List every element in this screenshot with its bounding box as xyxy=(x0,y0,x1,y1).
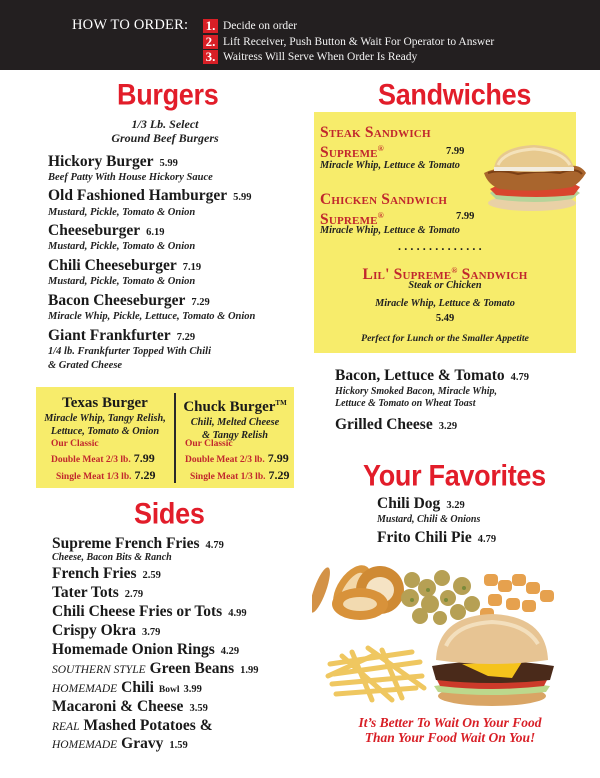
option-label: Single Meat 1/3 lb. xyxy=(56,472,132,482)
how-to-order-banner xyxy=(0,0,600,70)
slogan-line: It’s Better To Wait On Your Food xyxy=(358,715,542,730)
menu-item-crispy-okra[interactable] xyxy=(52,622,160,640)
item-name: Cheeseburger xyxy=(48,222,141,239)
item-price: 1.99 xyxy=(240,665,259,676)
option-label: Double Meat 2/3 lb. xyxy=(185,455,265,465)
item-description: Mustard, Pickle, Tomato & Onion xyxy=(48,207,196,218)
option-price: 7.29 xyxy=(268,468,290,482)
item-name: Tater Tots xyxy=(52,584,119,601)
how-to-order-label: HOW TO ORDER: xyxy=(72,17,189,33)
item-price: 4.99 xyxy=(228,608,247,619)
option-price: 7.99 xyxy=(267,451,289,465)
item-prefix: HOMEMADE xyxy=(52,739,118,751)
menu-item-chili[interactable] xyxy=(52,679,202,697)
menu-item-chili-cheese-fries[interactable] xyxy=(52,603,247,621)
step-text: Waitress Will Serve When Order Is Ready xyxy=(223,51,418,63)
item-description: Mustard, Pickle, Tomato & Onion xyxy=(48,241,196,252)
item-price: 1.59 xyxy=(169,740,188,751)
item-name: Hickory Burger xyxy=(48,153,154,170)
item-price: 7.99 xyxy=(456,211,475,222)
menu-item-blt[interactable] xyxy=(335,367,529,385)
slogan xyxy=(330,715,570,745)
item-name: Frito Chili Pie xyxy=(377,529,472,546)
item-price: 4.79 xyxy=(205,540,224,551)
menu-item-gravy[interactable] xyxy=(52,735,188,753)
item-price: 3.79 xyxy=(141,627,161,638)
menu-item-texas-burger[interactable] xyxy=(36,387,174,438)
item-name: Sandwich xyxy=(461,266,528,284)
item-name: Giant Frankfurter xyxy=(48,327,171,344)
item-name: Chili Cheese Fries or Tots xyxy=(52,603,223,620)
item-description: Lettuce, Tomato & Onion xyxy=(50,426,160,437)
item-description: Hickory Smoked Bacon, Miracle Whip, xyxy=(335,386,498,397)
item-tagline: Perfect for Lunch or the Smaller Appetite xyxy=(361,333,529,344)
menu-item-steak-sandwich[interactable] xyxy=(320,125,431,161)
item-description: Mustard, Pickle, Tomato & Onion xyxy=(48,276,196,287)
item-description: Mustard, Chili & Onions xyxy=(377,514,481,525)
item-name: Texas Burger xyxy=(62,395,148,411)
item-price: 3.99 xyxy=(183,684,202,695)
single-meat-option[interactable] xyxy=(56,468,155,483)
menu-item-chili-dog[interactable] xyxy=(377,495,465,513)
menu-item-french-fries[interactable] xyxy=(52,565,161,583)
item-name: Gravy xyxy=(121,735,164,752)
option-label: Double Meat 2/3 lb. xyxy=(51,455,131,465)
item-name: Chili Dog xyxy=(377,495,441,512)
slogan-line: Than Your Food Wait On You! xyxy=(364,730,536,745)
step-number: 2. xyxy=(203,35,218,49)
item-name: Chuck Burger xyxy=(183,399,276,415)
item-name: Green Beans xyxy=(149,660,235,677)
classic-label: Our Classic xyxy=(185,439,233,449)
item-name: Lil' Supreme xyxy=(362,266,452,284)
item-price: 7.19 xyxy=(182,262,202,273)
registered-mark: ® xyxy=(451,266,458,275)
step-text: Decide on order xyxy=(223,20,298,32)
item-description: Lettuce & Tomato on Wheat Toast xyxy=(335,398,476,409)
double-meat-option[interactable] xyxy=(51,451,155,466)
menu-item-chuck-burger[interactable] xyxy=(176,387,294,442)
item-name: Homemade Onion Rings xyxy=(52,641,215,658)
item-name: Mashed Potatoes & xyxy=(83,717,213,734)
menu-item-frito-chili-pie[interactable] xyxy=(377,529,496,547)
option-price: 7.99 xyxy=(133,451,155,465)
order-step-2 xyxy=(203,35,494,49)
item-prefix: HOMEMADE xyxy=(52,683,118,695)
item-prefix: SOUTHERN STYLE xyxy=(52,664,146,676)
item-name: Macaroni & Cheese xyxy=(52,698,184,715)
item-description: & Grated Cheese xyxy=(48,360,123,371)
item-price: 7.99 xyxy=(446,146,465,157)
subtitle-line: 1/3 Lb. Select xyxy=(131,117,199,131)
option-label: Single Meat 1/3 lb. xyxy=(190,472,266,482)
menu-item-grilled-cheese[interactable] xyxy=(335,416,457,434)
sides-title: Sides xyxy=(134,497,205,531)
item-price: 3.29 xyxy=(446,500,465,511)
order-step-1 xyxy=(203,19,297,33)
item-price: 3.59 xyxy=(189,703,208,714)
dotted-separator: .............. xyxy=(398,239,485,253)
menu-item-cheeseburger[interactable] xyxy=(48,222,165,240)
option-price: 7.29 xyxy=(134,468,156,482)
item-description: Miracle Whip, Lettuce & Tomato xyxy=(320,160,460,171)
item-name: Supreme French Fries xyxy=(52,535,200,552)
subtitle-line: Ground Beef Burgers xyxy=(111,131,219,145)
item-option: Steak or Chicken xyxy=(408,280,482,291)
sandwiches-title: Sandwiches xyxy=(378,78,532,112)
item-name: Chili xyxy=(121,679,154,696)
item-price: 5.49 xyxy=(435,313,455,324)
item-description: Beef Patty With House Hickory Sauce xyxy=(48,172,213,183)
menu-item-mashed-potatoes[interactable] xyxy=(52,717,213,735)
item-description: Miracle Whip, Lettuce & Tomato xyxy=(375,298,515,309)
specials-box xyxy=(36,387,294,488)
classic-label: Our Classic xyxy=(51,439,99,449)
item-name: Chili Cheeseburger xyxy=(48,257,177,274)
item-price: 2.59 xyxy=(142,570,161,581)
single-meat-option[interactable] xyxy=(190,468,289,483)
item-name: Bacon Cheeseburger xyxy=(48,292,186,309)
item-price: 7.29 xyxy=(191,297,210,308)
menu-item-green-beans[interactable] xyxy=(52,660,259,678)
favorites-title: Your Favorites xyxy=(363,459,546,493)
item-name: Bacon, Lettuce & Tomato xyxy=(335,367,505,384)
burgers-title: Burgers xyxy=(117,78,219,112)
item-name: Old Fashioned Hamburger xyxy=(48,187,228,204)
step-text: Lift Receiver, Push Button & Wait For Operator to Answer xyxy=(223,36,495,48)
food-collage-image xyxy=(312,560,572,710)
burgers-subtitle xyxy=(60,117,270,145)
item-unit: Bowl xyxy=(158,685,180,695)
menu-item-bacon-cheeseburger[interactable] xyxy=(48,292,210,310)
trademark-mark: TM xyxy=(275,399,287,407)
item-name: French Fries xyxy=(52,565,137,582)
menu-item-giant-frankfurter[interactable] xyxy=(48,327,195,345)
item-name: Grilled Cheese xyxy=(335,416,433,433)
item-price: 4.79 xyxy=(510,372,530,383)
item-description: Miracle Whip, Lettuce & Tomato xyxy=(320,225,460,236)
menu-item-chili-cheeseburger[interactable] xyxy=(48,257,201,275)
menu-item-tater-tots[interactable] xyxy=(52,584,143,602)
item-price: 7.29 xyxy=(176,332,196,343)
menu-item-chicken-sandwich[interactable] xyxy=(320,192,447,228)
chicken-sandwich-image xyxy=(482,143,588,213)
item-price: 6.19 xyxy=(146,227,165,238)
menu-item-onion-rings[interactable] xyxy=(52,641,239,659)
item-price: 3.29 xyxy=(438,421,458,432)
step-number: 1. xyxy=(203,19,218,33)
menu-item-old-fashioned-hamburger[interactable] xyxy=(48,187,252,205)
item-name: Crispy Okra xyxy=(52,622,136,639)
registered-mark: ® xyxy=(377,211,384,220)
registered-mark: ® xyxy=(377,144,384,153)
item-description: Miracle Whip, Tangy Relish, xyxy=(44,413,166,424)
item-price: 5.99 xyxy=(159,158,178,169)
item-prefix: REAL xyxy=(52,721,80,733)
item-description: Chili, Melted Cheese xyxy=(190,417,280,428)
item-price: 2.79 xyxy=(124,589,144,600)
item-price: 4.29 xyxy=(220,646,240,657)
item-description: & Tangy Relish xyxy=(202,430,268,441)
menu-item-mac-and-cheese[interactable] xyxy=(52,698,208,716)
item-price: 4.79 xyxy=(477,534,497,545)
item-name-line: Chicken Sandwich xyxy=(320,191,448,208)
double-meat-option[interactable] xyxy=(185,451,289,466)
item-description: Cheese, Bacon Bits & Ranch xyxy=(52,552,172,563)
item-description: 1/4 lb. Frankfurter Topped With Chili xyxy=(48,346,211,357)
item-name-line: Supreme xyxy=(320,144,378,162)
order-step-3 xyxy=(203,50,417,64)
step-number: 3. xyxy=(203,50,218,64)
item-price: 5.99 xyxy=(233,192,252,203)
menu-item-hickory-burger[interactable] xyxy=(48,153,178,171)
item-description: Miracle Whip, Pickle, Lettuce, Tomato & Onion xyxy=(48,311,256,322)
item-name-line: Supreme xyxy=(320,211,378,229)
item-name-line: Steak Sandwich xyxy=(320,124,431,141)
